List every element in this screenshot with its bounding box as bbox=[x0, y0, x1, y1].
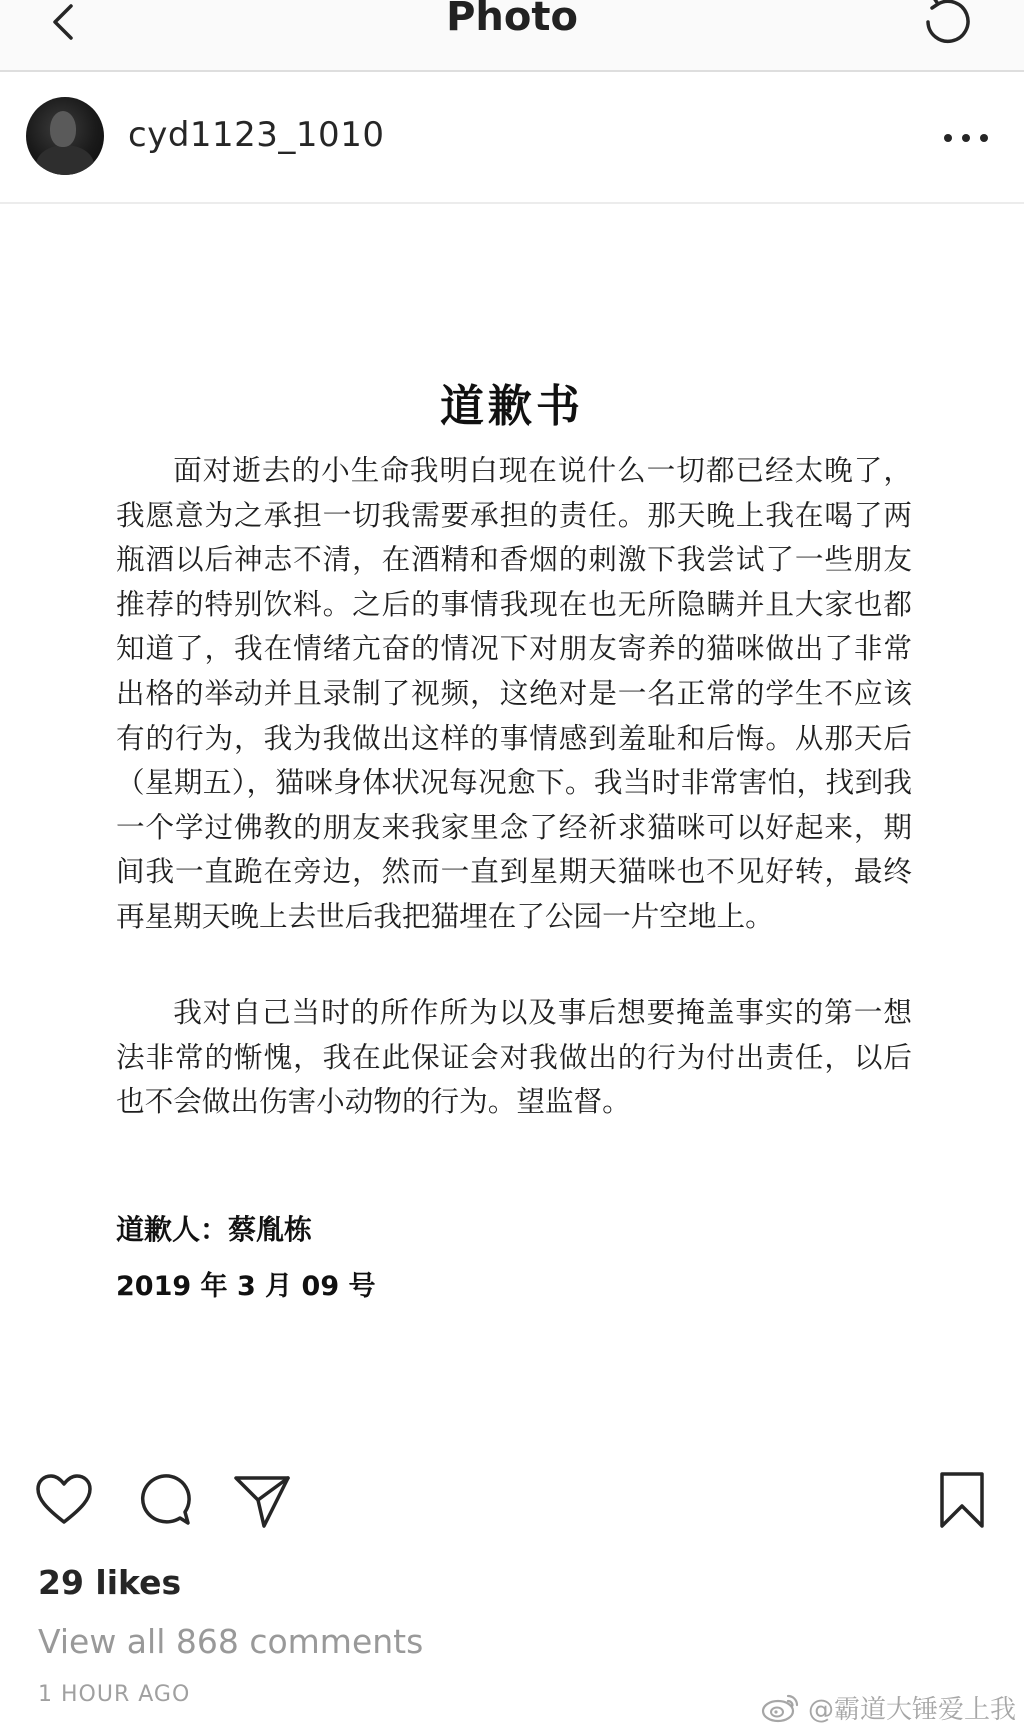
heart-icon bbox=[32, 1468, 96, 1532]
post-header bbox=[0, 72, 1024, 204]
more-horizontal-icon bbox=[944, 134, 952, 142]
bookmark-icon bbox=[930, 1468, 994, 1532]
letter-date: 2019 年 3 月 09 号 bbox=[116, 1271, 376, 1302]
share-button[interactable] bbox=[230, 1468, 294, 1532]
refresh-button[interactable] bbox=[914, 0, 974, 50]
view-comments-link[interactable]: View all 868 comments bbox=[38, 1622, 424, 1661]
letter-paragraph-2: 我对自己当时的所作所为以及事后想要掩盖事实的第一想法非常的惭愧，我在此保证会对我做出的行为付出责任，以后也不会做出伤害小动物的行为。望监督。 bbox=[116, 995, 912, 1119]
post-photo[interactable] bbox=[0, 206, 1024, 1456]
likes-count[interactable]: 29 likes bbox=[38, 1563, 182, 1602]
send-icon bbox=[230, 1468, 294, 1532]
post-timestamp: 1 HOUR AGO bbox=[38, 1682, 191, 1707]
page-title: Photo bbox=[446, 0, 578, 40]
letter-heading: 道歉书 bbox=[440, 381, 584, 432]
comment-button[interactable] bbox=[132, 1468, 196, 1532]
top-bar bbox=[0, 0, 1024, 72]
refresh-icon bbox=[914, 0, 974, 50]
letter-signer: 道歉人：蔡胤栋 bbox=[116, 1213, 313, 1246]
username-link[interactable]: cyd1123_1010 bbox=[128, 115, 385, 155]
avatar[interactable] bbox=[26, 97, 104, 175]
letter-paragraph-1: 面对逝去的小生命我明白现在说什么一切都已经太晚了，我愿意为之承担一切我需要承担的责任。那天晚上我在喝了两瓶酒以后神志不清，在酒精和香烟的刺激下我尝试了一些朋友推荐的特别饮料。之后的事情我现在也无所隐瞒并且大家也都知道了，我在情绪亢奋的情况下对朋友寄养的猫咪做出了非常出格的举动并且录制了视频，这绝对是一名正常的学生不应该有的行为，我为我做出这样的事情感到羞耻和后悔。从那天后（星期五），猫咪身体状况每况愈下。我当时非常害怕，找到我一个学过佛教的朋友来我家里念了经祈求猫咪可以好起来，期间我一直跪在旁边，然而一直到星期天猫咪也不见好转，最终再星期天晚上去世后我把猫埋在了公园一片空地上。 bbox=[116, 453, 912, 933]
more-options-button[interactable] bbox=[944, 128, 988, 148]
watermark-text: @霸道大锤爱上我 bbox=[807, 1694, 1016, 1725]
comment-icon bbox=[132, 1468, 196, 1532]
save-button[interactable] bbox=[930, 1468, 994, 1532]
action-bar bbox=[0, 1468, 1024, 1548]
weibo-icon bbox=[760, 1690, 802, 1724]
like-button[interactable] bbox=[32, 1468, 96, 1532]
watermark bbox=[760, 1689, 1016, 1725]
